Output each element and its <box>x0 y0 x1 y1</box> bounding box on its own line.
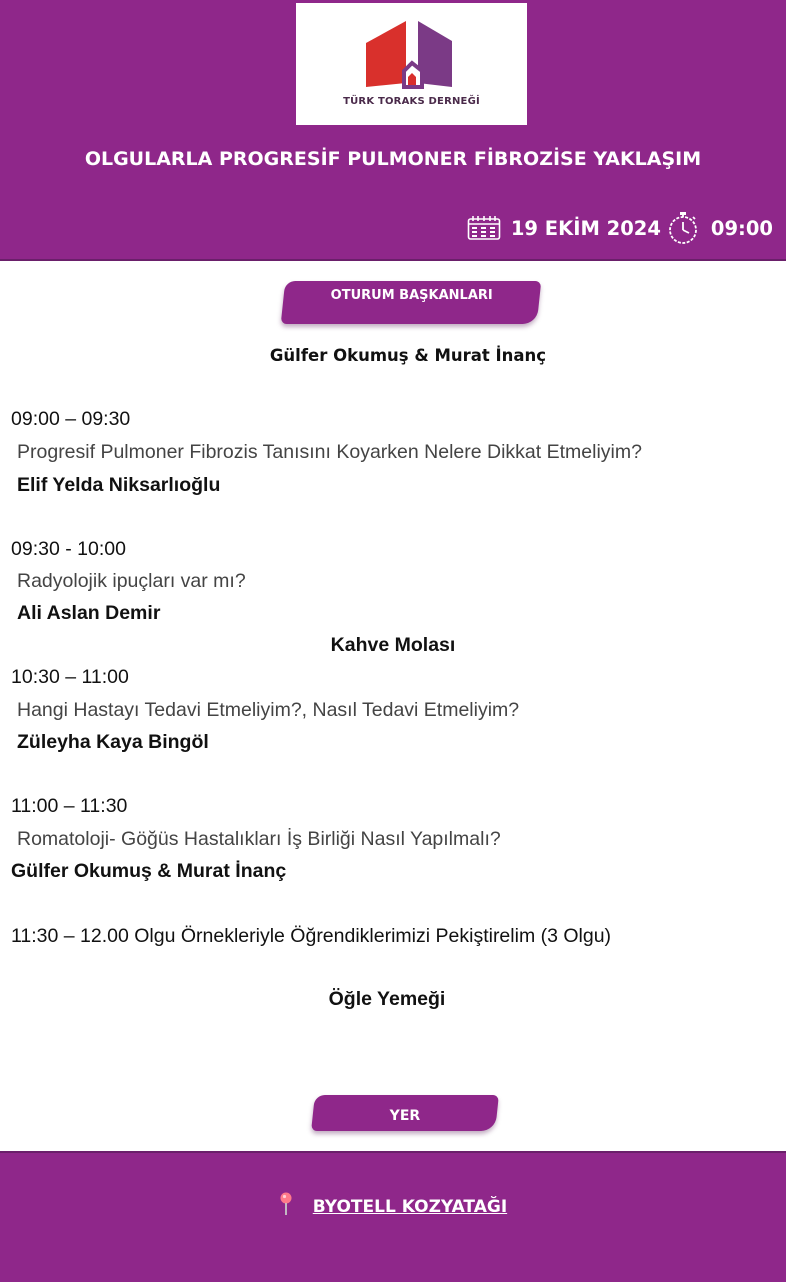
session-topic: Radyolojik ipuçları var mı? <box>17 570 246 592</box>
session-time: 10:30 – 11:00 <box>11 666 129 688</box>
session-topic: Romatoloji- Göğüs Hastalıkları İş Birliği Nasıl Yapılmalı? <box>17 828 501 850</box>
header-banner <box>0 0 786 261</box>
venue-badge <box>311 1095 499 1131</box>
session-speaker: Züleyha Kaya Bingöl <box>17 731 209 753</box>
location-pin-icon <box>279 1192 293 1216</box>
session-speaker: Ali Aslan Demir <box>17 602 161 624</box>
logo-text: TÜRK TORAKS DERNEĞİ <box>343 96 480 107</box>
venue-link[interactable] <box>0 1195 786 1219</box>
stopwatch-icon <box>667 211 699 245</box>
session-time-topic: 11:30 – 12.00 Olgu Örnekleriyle Öğrendiklerimizi Pekiştirelim (3 Olgu) <box>11 925 612 947</box>
venue-label: YER <box>389 1108 420 1124</box>
session-topic: Hangi Hastayı Tedavi Etmeliyim?, Nasıl Tedavi Etmeliyim? <box>17 699 520 721</box>
session-chairs-names: Gülfer Okumuş & Murat İnanç <box>269 346 547 365</box>
event-date: 19 EKİM 2024 <box>510 216 661 240</box>
session-time: 11:00 – 11:30 <box>11 795 128 817</box>
footer-banner <box>0 1151 786 1282</box>
session-time: 09:00 – 09:30 <box>11 408 131 430</box>
session-speaker: Gülfer Okumuş & Murat İnanç <box>11 860 287 882</box>
session-chairs-label: OTURUM BAŞKANLARI <box>330 288 493 303</box>
venue-name[interactable]: BYOTELL KOZYATAĞI <box>312 1197 508 1217</box>
lunch-break: Öğle Yemeği <box>328 988 446 1010</box>
session-topic: Progresif Pulmoner Fibrozis Tanısını Koyarken Nelere Dikkat Etmeliyim? <box>17 441 642 463</box>
date-time-row <box>467 210 773 246</box>
thorax-logo-icon <box>364 17 460 95</box>
session-time: 09:30 - 10:00 <box>11 538 126 560</box>
session-speaker: Elif Yelda Niksarlıoğlu <box>17 474 221 496</box>
event-title: OLGULARLA PROGRESİF PULMONER FİBROZİSE YAKLAŞIM <box>84 148 702 170</box>
calendar-icon <box>467 215 501 241</box>
session-chairs-badge <box>281 281 542 324</box>
event-time: 09:00 <box>710 216 773 240</box>
coffee-break: Kahve Molası <box>330 634 456 656</box>
logo <box>296 3 527 125</box>
